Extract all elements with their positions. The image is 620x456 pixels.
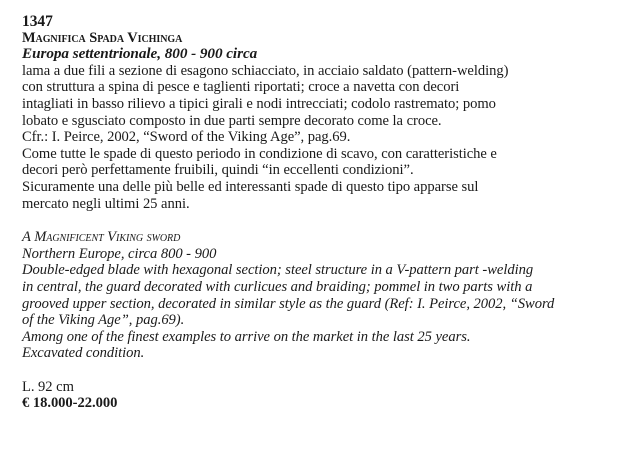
lot-length: L. 92 cm	[22, 378, 74, 395]
description-line: intagliati in basso rilievo a tipici girali e nodi intrecciati; codolo rastremato; pomo	[22, 95, 496, 112]
description-line: Double-edged blade with hexagonal section; steel structure in a V-pattern part -welding	[22, 262, 534, 279]
description-line: decori però perfettamente fruibili, quindi “in eccellenti condizioni”.	[22, 162, 414, 179]
description-line: mercato negli ultimi 25 anni.	[22, 195, 190, 212]
description-line: Sicuramente una delle più belle ed interessanti spade di questo tipo apparse sul	[22, 178, 479, 195]
description-english	[22, 262, 602, 362]
section-gap	[22, 362, 602, 379]
description-line: lama a due fili a sezione di esagono schiacciato, in acciaio saldato (pattern-welding)	[22, 62, 509, 79]
description-line: con struttura a spina di pesce e taglienti riportati; croce a navetta con decori	[22, 79, 460, 96]
description-line: Among one of the finest examples to arrive on the market in the last 25 years.	[22, 328, 471, 345]
description-line: Excavated condition.	[22, 345, 145, 362]
description-italian	[22, 63, 602, 212]
lot-title-italian: Magnifica Spada Vichinga	[22, 30, 183, 46]
description-line: in central, the guard decorated with curlicues and braiding; pommel in two parts with a	[22, 278, 533, 295]
section-gap	[22, 212, 602, 229]
lot-entry	[22, 13, 602, 412]
lot-origin-english: Northern Europe, circa 800 - 900	[22, 245, 217, 262]
lot-title-english: A Magnificent Viking sword	[22, 229, 181, 246]
description-line: Cfr.: I. Peirce, 2002, “Sword of the Viking Age”, pag.69.	[22, 129, 351, 146]
description-line: lobato e sgusciato composto in due parti sempre decorato come la croce.	[22, 112, 442, 129]
lot-number: 1347	[22, 13, 53, 30]
lot-estimate: € 18.000-22.000	[22, 395, 118, 412]
description-line: of the Viking Age”, pag.69).	[22, 312, 185, 329]
description-line: Come tutte le spade di questo periodo in condizione di scavo, con caratteristiche e	[22, 145, 497, 162]
description-line: grooved upper section, decorated in similar style as the guard (Ref: I. Peirce, 2002, “Sword	[22, 295, 555, 312]
lot-origin-italian: Europa settentrionale, 800 - 900 circa	[22, 45, 258, 62]
